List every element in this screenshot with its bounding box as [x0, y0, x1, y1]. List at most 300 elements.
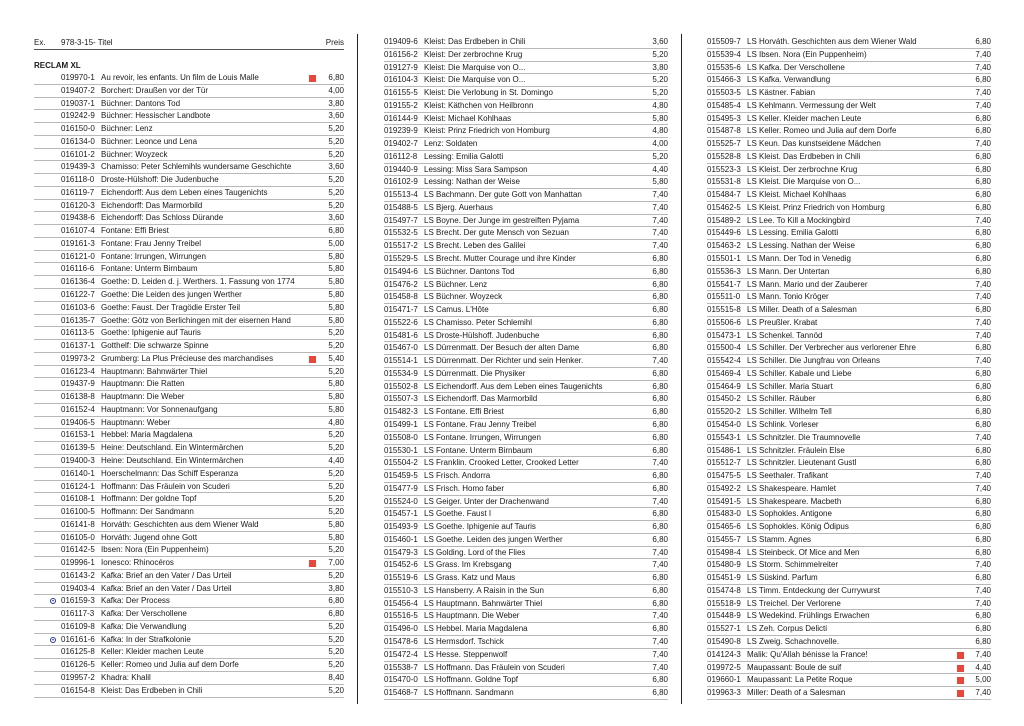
list-item: [34, 646, 344, 659]
book-title: Ionesco: Rhinocéros: [101, 558, 174, 568]
price: 7,40: [652, 241, 668, 251]
price: 5,20: [328, 443, 344, 453]
list-item: [34, 315, 344, 328]
price: 7,40: [975, 688, 991, 698]
list-item: [707, 215, 991, 228]
price: 4,40: [975, 662, 991, 672]
price: 6,80: [975, 305, 991, 315]
isbn-number: 015472-4: [384, 649, 418, 659]
isbn-number: 015495-3: [707, 113, 741, 123]
list-item: [34, 583, 344, 596]
price: 4,40: [328, 455, 344, 465]
isbn-number: 015468-7: [384, 688, 418, 698]
isbn-number: 015493-9: [384, 522, 418, 532]
isbn-number: 015513-4: [384, 190, 418, 200]
isbn-number: 016100-5: [61, 507, 95, 517]
isbn-number: 016116-6: [61, 264, 95, 274]
isbn-number: 015532-5: [384, 228, 418, 238]
list-item: [384, 662, 668, 675]
list-item: [707, 432, 991, 445]
book-title: LS Goethe. Iphigenie auf Tauris: [424, 522, 536, 532]
list-item: [384, 649, 668, 662]
price: 6,80: [652, 471, 668, 481]
book-title: Hauptmann: Vor Sonnenaufgang: [101, 404, 218, 414]
list-item: [34, 327, 344, 340]
isbn-number: 015483-0: [707, 509, 741, 519]
book-title: Goethe: D. Leiden d. j. Werthers. 1. Fassung von 1774: [101, 277, 295, 287]
book-title: LS Hebbel. Maria Magdalena: [424, 624, 528, 634]
price: 5,20: [328, 341, 344, 351]
price: 6,80: [652, 573, 668, 583]
list-item: [384, 113, 668, 126]
book-title: LS Schnitzler. Lieutenant Gustl: [747, 458, 857, 468]
list-item: [34, 302, 344, 315]
price: 7,40: [975, 49, 991, 59]
book-title: LS Kästner. Fabian: [747, 88, 816, 98]
list-item: [707, 202, 991, 215]
price: 6,80: [975, 573, 991, 583]
price: 5,20: [328, 468, 344, 478]
book-title: LS Droste-Hülshoff. Judenbuche: [424, 330, 540, 340]
isbn-number: 019438-6: [61, 213, 95, 223]
price: 7,40: [652, 228, 668, 238]
book-title: Lessing: Nathan der Weise: [424, 177, 520, 187]
isbn-number: 015509-7: [707, 37, 741, 46]
book-title: LS Ibsen. Nora (Ein Puppenheim): [747, 49, 867, 59]
book-title: LS Frisch. Andorra: [424, 471, 491, 481]
list-item: [384, 419, 668, 432]
isbn-number: 016159-3: [61, 596, 95, 606]
price: 6,80: [975, 113, 991, 123]
isbn-number: 014124-3: [707, 649, 741, 659]
isbn-number: 016155-5: [384, 88, 418, 98]
isbn-number: 015455-7: [707, 534, 741, 544]
list-item: [34, 557, 344, 570]
book-title: Kafka: In der Strafkolonie: [101, 634, 191, 644]
list-item: [707, 534, 991, 547]
list-item: [707, 585, 991, 598]
isbn-number: 016124-1: [61, 481, 95, 491]
price: 7,40: [975, 483, 991, 493]
book-title: Büchner: Lenz: [101, 124, 153, 134]
price: 6,80: [652, 624, 668, 634]
list-item: [707, 304, 991, 317]
price: 7,40: [652, 458, 668, 468]
price: 7,40: [975, 585, 991, 595]
book-title: Horváth: Geschichten aus dem Wiener Wald: [101, 519, 259, 529]
isbn-number: 016104-3: [384, 75, 418, 85]
list-item: [384, 610, 668, 623]
isbn-number: 015464-9: [707, 381, 741, 391]
isbn-number: 015520-2: [707, 407, 741, 417]
isbn-number: 015463-2: [707, 241, 741, 251]
catalog-column-3: [707, 36, 991, 700]
list-item: [34, 455, 344, 468]
price: 5,20: [328, 328, 344, 338]
list-item: [384, 151, 668, 164]
price: 7,40: [975, 317, 991, 327]
price: 5,20: [328, 200, 344, 210]
price: 5,20: [328, 507, 344, 517]
book-title: Grumberg: La Plus Précieuse des marchandises: [101, 353, 274, 363]
price: 3,80: [652, 62, 668, 72]
book-title: Fontane: Effi Briest: [101, 226, 169, 236]
isbn-number: 015510-3: [384, 585, 418, 595]
isbn-number: 015539-4: [707, 49, 741, 59]
book-title: LS Goethe. Leiden des jungen Werther: [424, 534, 563, 544]
book-title: LS Schnitzler. Die Traumnovelle: [747, 432, 861, 442]
price: 6,80: [975, 624, 991, 634]
price: 6,80: [975, 522, 991, 532]
book-title: Eichendorff: Das Schloss Dürande: [101, 213, 224, 223]
list-item: [384, 687, 668, 700]
isbn-number: 015448-9: [707, 611, 741, 621]
book-title: Keller: Romeo und Julia auf dem Dorfe: [101, 660, 239, 670]
book-title: LS Shakespeare. Hamlet: [747, 483, 836, 493]
list-item: [34, 659, 344, 672]
isbn-number: 015542-4: [707, 356, 741, 366]
isbn-number: 019957-2: [61, 672, 95, 682]
list-item: [34, 570, 344, 583]
isbn-number: 016156-2: [384, 49, 418, 59]
price: 5,80: [652, 113, 668, 123]
list-item: [707, 151, 991, 164]
isbn-number: 015475-5: [707, 471, 741, 481]
list-item: [384, 406, 668, 419]
price: 5,80: [328, 277, 344, 287]
book-title: LS Bachmann. Der gute Gott von Manhattan: [424, 190, 582, 200]
isbn-number: 016126-5: [61, 660, 95, 670]
column-divider: [681, 34, 682, 704]
isbn-number: 016122-7: [61, 290, 95, 300]
price: 3,60: [328, 111, 344, 121]
isbn-number: 015504-2: [384, 458, 418, 468]
book-title: Au revoir, les enfants. Un film de Louis Malle: [101, 73, 259, 82]
isbn-number: 015529-5: [384, 254, 418, 264]
list-item: [384, 36, 668, 49]
price: 4,00: [652, 139, 668, 149]
list-item: [34, 481, 344, 494]
price: 7,40: [652, 636, 668, 646]
list-item: [34, 417, 344, 430]
isbn-number: 019407-2: [61, 85, 95, 95]
book-title: LS Brecht. Leben des Galilei: [424, 241, 526, 251]
isbn-number: 015466-3: [707, 75, 741, 85]
price: 6,80: [328, 609, 344, 619]
isbn-number: 016154-8: [61, 685, 95, 695]
isbn-number: 016150-0: [61, 124, 95, 134]
isbn-number: 016101-2: [61, 149, 95, 159]
isbn-number: 015536-3: [707, 266, 741, 276]
isbn-number: 015525-7: [707, 139, 741, 149]
book-title: LS Mann. Der Tod in Venedig: [747, 254, 851, 264]
isbn-number: 016137-1: [61, 341, 95, 351]
price: 3,60: [652, 37, 668, 46]
book-title: LS Seethaler. Trafikant: [747, 471, 828, 481]
book-title: Khadra: Khalil: [101, 672, 151, 682]
price: 7,40: [652, 649, 668, 659]
list-item: [707, 176, 991, 189]
book-title: LS Hansberry. A Raisin in the Sun: [424, 585, 544, 595]
list-item: [707, 240, 991, 253]
book-title: LS Chamisso. Peter Schlemihl: [424, 317, 533, 327]
price: 7,40: [975, 62, 991, 72]
book-title: LS Mann. Der Untertan: [747, 266, 830, 276]
list-item: [384, 253, 668, 266]
list-item: [34, 123, 344, 136]
book-title: LS Lessing. Emilia Galotti: [747, 228, 839, 238]
list-item: [707, 164, 991, 177]
isbn-number: 019437-9: [61, 379, 95, 389]
book-title: Hoffmann: Der goldne Topf: [101, 494, 197, 504]
isbn-number: 015474-8: [707, 585, 741, 595]
isbn-number: 015465-6: [707, 522, 741, 532]
price: 5,20: [328, 149, 344, 159]
book-title: Eichendorff: Aus dem Leben eines Taugenichts: [101, 187, 268, 197]
isbn-number: 019972-5: [707, 662, 741, 672]
price: 6,80: [975, 266, 991, 276]
price: 7,40: [975, 88, 991, 98]
book-title: Kleist: Die Marquise von O...: [424, 75, 526, 85]
list-item: [707, 227, 991, 240]
price: 6,80: [652, 266, 668, 276]
isbn-number: 015469-4: [707, 368, 741, 378]
isbn-number: 016141-8: [61, 519, 95, 529]
book-title: LS Büchner. Lenz: [424, 279, 488, 289]
list-item: [34, 110, 344, 123]
price: 6,80: [975, 509, 991, 519]
catalog-column-2: [384, 36, 668, 700]
isbn-number: 019996-1: [61, 558, 95, 568]
price: 6,80: [652, 292, 668, 302]
isbn-number: 015486-1: [707, 445, 741, 455]
list-item: [384, 100, 668, 113]
book-title: Ibsen: Nora (Ein Puppenheim): [101, 545, 209, 555]
isbn-number: 015527-1: [707, 624, 741, 634]
isbn-number: 019239-9: [384, 126, 418, 136]
price: 6,80: [652, 279, 668, 289]
price: 5,80: [328, 379, 344, 389]
isbn-number: 016144-9: [384, 113, 418, 123]
isbn-number: 015516-5: [384, 611, 418, 621]
list-item: [384, 215, 668, 228]
book-title: LS Shakespeare. Macbeth: [747, 496, 842, 506]
isbn-number: 015484-7: [707, 190, 741, 200]
book-title: Kleist: Das Erdbeben in Chili: [101, 685, 203, 695]
isbn-number: 016112-8: [384, 151, 418, 161]
book-title: LS Süskind. Parfum: [747, 573, 818, 583]
list-item: [34, 98, 344, 111]
list-item: [384, 189, 668, 202]
isbn-number: 015478-6: [384, 636, 418, 646]
list-item: [707, 496, 991, 509]
list-item: [707, 100, 991, 113]
price: 4,80: [652, 126, 668, 136]
list-item: [707, 87, 991, 100]
isbn-number: 019406-5: [61, 417, 95, 427]
list-item: [707, 317, 991, 330]
book-title: Kleist: Prinz Friedrich von Homburg: [424, 126, 550, 136]
isbn-number: 016136-4: [61, 277, 95, 287]
book-title: Kafka: Der Verschollene: [101, 609, 187, 619]
isbn-number: 015471-7: [384, 305, 418, 315]
list-item: [34, 404, 344, 417]
isbn-number: 015476-2: [384, 279, 418, 289]
list-item: [34, 340, 344, 353]
isbn-number: 015460-1: [384, 534, 418, 544]
list-item: [34, 493, 344, 506]
price: 7,40: [975, 356, 991, 366]
book-title: LS Hoffmann. Sandmann: [424, 688, 514, 698]
price: 6,80: [328, 596, 344, 606]
book-title: LS Grass. Im Krebsgang: [424, 560, 512, 570]
price: 7,40: [652, 215, 668, 225]
book-title: Droste-Hülshoff: Die Judenbuche: [101, 175, 219, 185]
book-title: Hoffmann: Das Fräulein von Scuderi: [101, 481, 230, 491]
book-title: Horváth: Jugend ohne Gott: [101, 532, 198, 542]
isbn-number: 015528-8: [707, 151, 741, 161]
price: 6,80: [652, 534, 668, 544]
book-title: Büchner: Hessischer Landbote: [101, 111, 211, 121]
book-title: LS Storm. Schimmelreiter: [747, 560, 839, 570]
list-item: [384, 547, 668, 560]
isbn-number: 015487-8: [707, 126, 741, 136]
book-title: LS Brecht. Mutter Courage und ihre Kinder: [424, 254, 576, 264]
book-title: LS Geiger. Unter der Drachenwand: [424, 496, 549, 506]
book-title: LS Hesse. Steppenwolf: [424, 649, 508, 659]
list-item: [384, 457, 668, 470]
isbn-number: 019037-1: [61, 98, 95, 108]
price: 5,80: [328, 251, 344, 261]
book-title: Kleist: Der zerbrochne Krug: [424, 49, 523, 59]
price: 6,80: [652, 381, 668, 391]
list-item: [707, 253, 991, 266]
list-item: [384, 585, 668, 598]
isbn-number: 015530-1: [384, 445, 418, 455]
list-item: [707, 406, 991, 419]
isbn-number: 015534-9: [384, 368, 418, 378]
price: 5,20: [652, 151, 668, 161]
isbn-number: 015496-0: [384, 624, 418, 634]
isbn-number: 015511-0: [707, 292, 741, 302]
isbn-number: 016120-3: [61, 200, 95, 210]
list-item: [707, 355, 991, 368]
red-square-icon: [309, 560, 316, 567]
list-item: [384, 381, 668, 394]
isbn-number: 015515-8: [707, 305, 741, 315]
isbn-number: 016123-4: [61, 366, 95, 376]
price: 6,80: [975, 190, 991, 200]
list-item: [707, 74, 991, 87]
header-price: Preis: [325, 38, 344, 47]
isbn-number: 015477-9: [384, 483, 418, 493]
list-item: [707, 674, 991, 687]
spacer: [34, 50, 344, 60]
book-title: Gotthelf: Die schwarze Spinne: [101, 341, 209, 351]
list-item: [384, 445, 668, 458]
list-item: [384, 636, 668, 649]
book-title: Chamisso: Peter Schlemihls wundersame Geschichte: [101, 162, 292, 172]
isbn-number: 016107-4: [61, 226, 95, 236]
book-title: Malik: Qu'Allah bénisse la France!: [747, 649, 868, 659]
price: 6,80: [975, 496, 991, 506]
red-square-icon: [957, 677, 964, 684]
book-title: LS Golding. Lord of the Flies: [424, 547, 526, 557]
book-title: Goethe: Faust. Der Tragödie Erster Teil: [101, 302, 241, 312]
price: 6,80: [975, 75, 991, 85]
isbn-number: 015489-2: [707, 215, 741, 225]
list-item: [34, 225, 344, 238]
price: 5,20: [328, 175, 344, 185]
isbn-number: 015518-9: [707, 598, 741, 608]
price: 7,40: [975, 330, 991, 340]
isbn-number: 015473-1: [707, 330, 741, 340]
price: 6,80: [652, 509, 668, 519]
book-title: Kafka: Der Process: [101, 596, 170, 606]
red-square-icon: [957, 665, 964, 672]
book-title: LS Kleist. Der zerbrochne Krug: [747, 164, 858, 174]
isbn-number: 016125-8: [61, 647, 95, 657]
price: 5,00: [975, 675, 991, 685]
list-item: [384, 227, 668, 240]
list-item: [707, 445, 991, 458]
isbn-number: 015506-6: [707, 317, 741, 327]
header-ex: Ex.: [34, 38, 46, 47]
isbn-number: 015451-9: [707, 573, 741, 583]
list-item: [707, 381, 991, 394]
price: 6,80: [975, 394, 991, 404]
isbn-number: 015490-8: [707, 636, 741, 646]
price: 6,80: [975, 202, 991, 212]
price: 7,40: [652, 662, 668, 672]
price: 6,80: [975, 534, 991, 544]
book-title: Goethe: Die Leiden des jungen Werther: [101, 290, 242, 300]
book-title: LS Fontane. Effi Briest: [424, 407, 504, 417]
book-title: Maupassant: Boule de suif: [747, 662, 842, 672]
price: 6,80: [652, 254, 668, 264]
book-title: LS Fontane. Frau Jenny Treibel: [424, 419, 537, 429]
book-title: LS Grass. Katz und Maus: [424, 573, 516, 583]
price: 5,20: [328, 366, 344, 376]
list-item: [384, 330, 668, 343]
isbn-number: 015462-5: [707, 202, 741, 212]
price: 6,80: [975, 407, 991, 417]
price: 7,40: [652, 611, 668, 621]
isbn-number: 015535-6: [707, 62, 741, 72]
book-title: LS Horváth. Geschichten aus dem Wiener Wald: [747, 37, 917, 46]
list-item: [34, 672, 344, 685]
book-title: Fontane: Irrungen, Wirrungen: [101, 251, 206, 261]
list-item: [384, 623, 668, 636]
price: 5,20: [652, 49, 668, 59]
list-item: [384, 483, 668, 496]
isbn-number: 015458-8: [384, 292, 418, 302]
list-item: [34, 519, 344, 532]
book-title: Heine: Deutschland. Ein Wintermärchen: [101, 455, 244, 465]
isbn-number: 016135-7: [61, 315, 95, 325]
price: 5,20: [328, 187, 344, 197]
isbn-number: 016119-7: [61, 187, 95, 197]
book-title: LS Zeh. Corpus Delicti: [747, 624, 828, 634]
book-title: LS Hauptmann. Bahnwärter Thiel: [424, 598, 543, 608]
book-title: Kleist: Das Erdbeben in Chili: [424, 37, 526, 46]
catalog-column-1: [34, 36, 344, 698]
book-title: LS Stamm. Agnes: [747, 534, 812, 544]
book-title: Eichendorff: Das Marmorbild: [101, 200, 203, 210]
price: 7,40: [975, 139, 991, 149]
isbn-number: 015541-7: [707, 279, 741, 289]
book-title: LS Kleist. Michael Kohlhaas: [747, 190, 847, 200]
